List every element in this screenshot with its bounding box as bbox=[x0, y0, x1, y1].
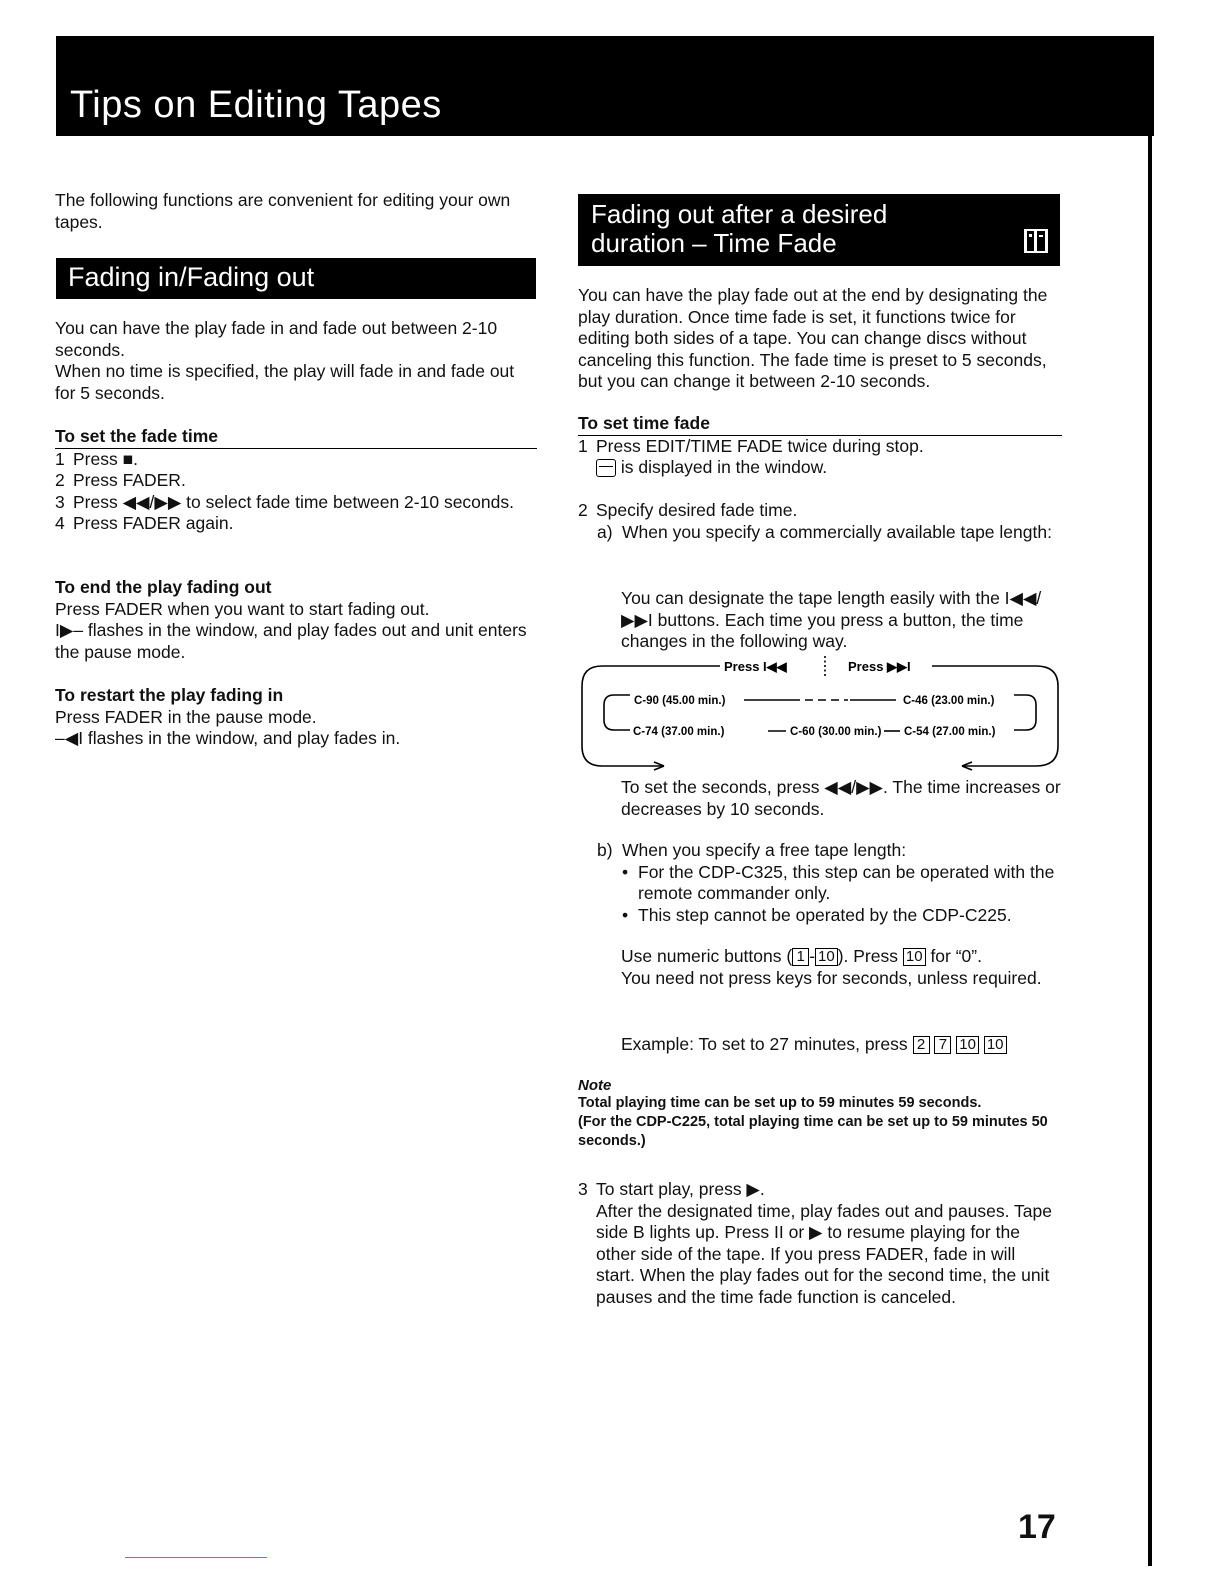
step-3 bbox=[578, 1179, 1062, 1201]
time-fade-heading-line-2: duration – Time Fade bbox=[591, 228, 837, 258]
substep-b-label: b) bbox=[597, 840, 613, 860]
tape-c74: C-74 (37.00 min.) bbox=[633, 726, 725, 738]
note-heading: Note bbox=[578, 1077, 612, 1094]
list-item bbox=[597, 862, 1062, 905]
end-fading-line-1: Press FADER when you want to start fading out. bbox=[55, 598, 430, 619]
list-item bbox=[55, 449, 537, 471]
restart-fading-block bbox=[55, 685, 539, 750]
time-fade-heading-line-1: Fading out after a desired bbox=[591, 199, 888, 229]
example-key: 10 bbox=[984, 1036, 1007, 1054]
page-title: Tips on Editing Tapes bbox=[70, 84, 442, 126]
step-2-block bbox=[578, 500, 1062, 543]
note-block bbox=[578, 1077, 1064, 1151]
press-prev-label: Press I◀◀ bbox=[724, 659, 787, 674]
seconds-para: To set the seconds, press ◀◀/▶▶. The time increases or decreases by 10 seconds. bbox=[621, 777, 1061, 819]
bullet-2-text: This step cannot be operated by the CDP-C225. bbox=[638, 904, 1012, 925]
step-text: Press ◀◀/▶▶ to select fade time between 2-10 seconds. bbox=[73, 491, 514, 512]
tape-c46: C-46 (23.00 min.) bbox=[903, 695, 995, 707]
step-number: 2 bbox=[578, 500, 588, 520]
fading-section-heading-text: Fading in/Fading out bbox=[68, 262, 315, 292]
numeric-text-2: ). Press bbox=[837, 946, 898, 966]
list-item bbox=[597, 905, 1062, 927]
step-number: 1 bbox=[578, 435, 588, 456]
note-line-1: Total playing time can be set up to 59 minutes 59 seconds. bbox=[578, 1095, 982, 1111]
fade-steps-list bbox=[55, 449, 537, 535]
substep-a-para: You can designate the tape length easily with the I◀◀/▶▶I buttons. Each time you press a button, the time changes in the following way. bbox=[621, 588, 1042, 651]
end-fading-block bbox=[55, 577, 539, 663]
bullet-1-text: For the CDP-C325, this step can be operated with the remote commander only. bbox=[638, 861, 1055, 903]
step-number: 2 bbox=[55, 470, 65, 490]
substep-a-text: When you specify a commercially available tape length: bbox=[622, 521, 1052, 542]
substep-b bbox=[597, 840, 1062, 862]
step-number: 4 bbox=[55, 513, 65, 533]
substep-a-label: a) bbox=[597, 521, 613, 542]
time-fade-section-heading bbox=[578, 194, 1060, 266]
time-fade-indicator-icon bbox=[596, 459, 616, 477]
step-2-text: Specify desired fade time. bbox=[596, 500, 798, 520]
fading-desc bbox=[55, 318, 539, 404]
numeric-key-zero: 10 bbox=[903, 948, 926, 966]
numeric-text-1: Use numeric buttons ( bbox=[621, 946, 793, 966]
set-fade-time-heading: To set the fade time bbox=[55, 426, 537, 449]
tape-length-diagram bbox=[578, 653, 1068, 773]
list-item bbox=[55, 470, 537, 492]
numeric-buttons-para bbox=[621, 946, 1061, 989]
example-key: 2 bbox=[913, 1036, 930, 1054]
step-3-block bbox=[578, 1179, 1062, 1308]
numeric-key-1: 1 bbox=[792, 948, 809, 966]
example-key: 7 bbox=[934, 1036, 951, 1054]
step-1-display-text: is displayed in the window. bbox=[620, 457, 828, 477]
restart-fading-line-1: Press FADER in the pause mode. bbox=[55, 706, 317, 727]
numeric-key-10: 10 bbox=[815, 948, 838, 966]
step-text: Press FADER. bbox=[73, 470, 186, 490]
bottom-rule bbox=[125, 1557, 267, 1558]
step-number: 3 bbox=[55, 491, 65, 512]
bullet-icon: • bbox=[622, 861, 629, 882]
note-line-2: (For the CDP-C225, total playing time can be set up to 59 minutes 50 seconds.) bbox=[578, 1114, 1048, 1149]
page-number: 17 bbox=[1018, 1508, 1056, 1546]
step-1 bbox=[578, 436, 1062, 458]
step-3-text: To start play, press ▶. bbox=[596, 1179, 765, 1199]
example-text: Example: To set to 27 minutes, press bbox=[621, 1034, 908, 1054]
intro-text: The following functions are convenient for editing your own tapes. bbox=[55, 190, 511, 232]
step-text: Press ■. bbox=[73, 448, 139, 469]
example-key: 10 bbox=[956, 1036, 979, 1054]
end-fading-line-2: I▶– flashes in the window, and play fades out and unit enters the pause mode. bbox=[55, 620, 527, 662]
example-line bbox=[621, 1034, 1061, 1056]
restart-fading-heading: To restart the play fading in bbox=[55, 685, 284, 705]
step-2 bbox=[578, 500, 1062, 522]
fading-desc-1: You can have the play fade in and fade out between 2-10 seconds. bbox=[55, 318, 498, 360]
set-time-fade-heading: To set time fade bbox=[578, 413, 1062, 436]
numeric-text-3: for “0”. bbox=[930, 946, 982, 966]
time-fade-desc: You can have the play fade out at the end by designating the play duration. Once time fade is set, it functions twice for editing both sides of a tape. You can change discs without canceling this function. The fade time is preset to 5 seconds, but you can change it between 2-10 seconds. bbox=[578, 285, 1048, 391]
step-number: 3 bbox=[578, 1179, 588, 1199]
fading-section-heading bbox=[56, 258, 536, 299]
step-number: 1 bbox=[55, 448, 65, 469]
step-1-display-line bbox=[578, 457, 1062, 479]
list-item bbox=[55, 513, 537, 535]
list-item bbox=[55, 492, 537, 514]
tape-c90: C-90 (45.00 min.) bbox=[634, 695, 726, 707]
end-fading-heading: To end the play fading out bbox=[55, 577, 272, 597]
numeric-line-2: You need not press keys for seconds, unless required. bbox=[621, 967, 1042, 988]
step-text: Press FADER again. bbox=[73, 513, 234, 533]
set-fade-time-block bbox=[55, 426, 537, 535]
set-time-fade-block bbox=[578, 413, 1062, 479]
bullet-icon: • bbox=[622, 904, 629, 925]
substep-a bbox=[578, 522, 1062, 544]
press-next-label: Press ▶▶I bbox=[848, 659, 911, 674]
fading-desc-2: When no time is specified, the play will fade in and fade out for 5 seconds. bbox=[55, 361, 515, 403]
step-1-text: Press EDIT/TIME FADE twice during stop. bbox=[596, 435, 924, 456]
step-3-para: After the designated time, play fades out and pauses. Tape side B lights up. Press II or ▶ to resume playing for the other side of the tape. If you press FADER, fade in will start. When the play fades out for the second time, the unit pauses and the time fade function is canceled. bbox=[596, 1200, 1052, 1307]
tape-c60: C-60 (30.00 min.) bbox=[790, 726, 882, 738]
numeric-dash: - bbox=[809, 946, 816, 966]
substep-b-block bbox=[597, 840, 1062, 926]
tape-c54: C-54 (27.00 min.) bbox=[904, 726, 996, 738]
right-edge-rule bbox=[1148, 136, 1152, 1566]
restart-fading-line-2: –◀I flashes in the window, and play fades in. bbox=[55, 728, 401, 748]
substep-b-text: When you specify a free tape length: bbox=[622, 840, 907, 860]
numeric-line-1 bbox=[621, 946, 1061, 968]
remote-icon bbox=[1023, 228, 1049, 254]
